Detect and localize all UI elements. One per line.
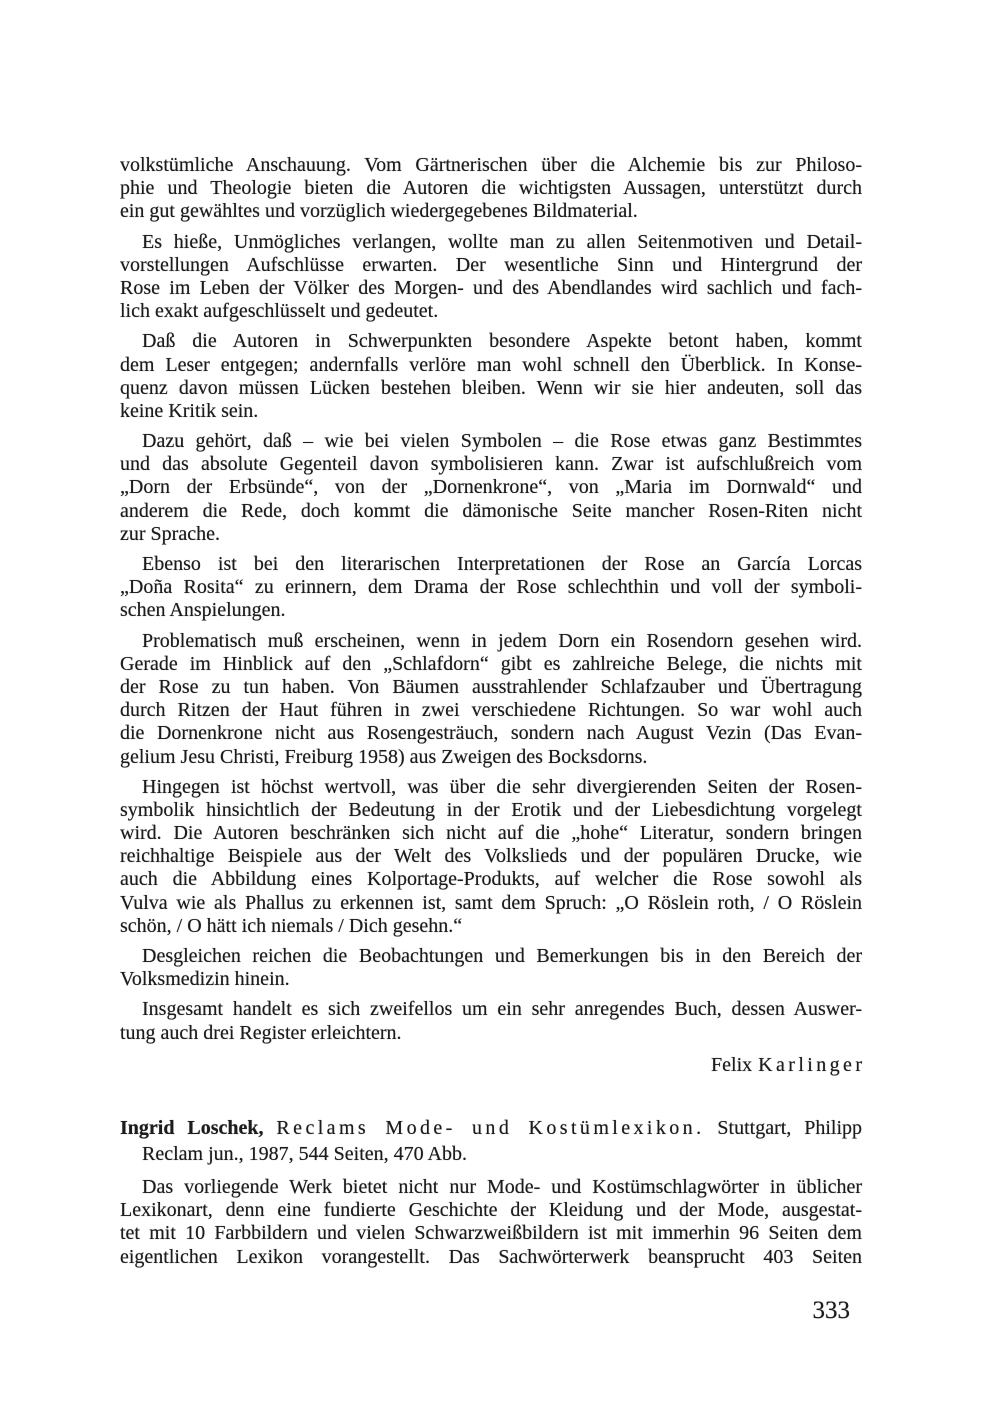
entry-title: Reclams Mode- und Kostümlexikon. (276, 1116, 705, 1139)
text-line: Lexikonart, denn eine fundierte Geschichte der Kleidung und der Mode, ausgestat- (120, 1199, 862, 1222)
text-line: lich exakt aufgeschlüsselt und gedeutet. (120, 300, 439, 323)
text-line: die Dornenkrone nicht aus Rosengesträuch, sondern nach August Vezin (Das Evan- (120, 722, 862, 745)
text-line: auch die Abbildung eines Kolportage-Produkts, auf welcher die Rose sowohl als (120, 868, 862, 891)
text-line: schön, / O hätt ich niemals / Dich gesehn.“ (120, 914, 463, 937)
text-line: „Doña Rosita“ zu erinnern, dem Drama der Rose schlechthin und voll der symboli- (120, 576, 862, 599)
text-line: schen Anspielungen. (120, 599, 286, 622)
text-line: Daß die Autoren in Schwerpunkten besondere Aspekte betont haben, kommt (142, 330, 862, 353)
review-body (120, 154, 862, 1045)
text-line: zur Sprache. (120, 522, 220, 545)
text-line: reichhaltige Beispiele aus der Welt des Volkslieds und der populären Drucke, wie (120, 845, 862, 868)
entry-heading-line1 (120, 1115, 862, 1141)
text-line: „Dorn der Erbsünde“, von der „Dornenkrone“, von „Maria im Dornwald“ und (120, 476, 862, 499)
entry-imprint: Stuttgart, Philipp (717, 1116, 862, 1139)
text-line: symbolik hinsichtlich der Bedeutung in der Erotik und der Liebesdichtung vorgelegt (120, 798, 862, 821)
text-line: Volksmedizin hinein. (120, 968, 290, 991)
text-line: volkstümliche Anschauung. Vom Gärtnerischen über die Alchemie bis zur Philoso- (120, 154, 862, 176)
text-line: Rose im Leben der Völker des Morgen- und des Abendlandes wird sachlich und fach- (120, 276, 862, 299)
paragraph (120, 998, 862, 1044)
text-line: Ebenso ist bei den literarischen Interpretationen der Rose an García Lorcas (142, 553, 862, 575)
text-line: quenz davon müssen Lücken bestehen bleiben. Wenn wir sie hier andeuten, soll das (120, 376, 862, 399)
paragraph (120, 553, 862, 623)
text-line: gelium Jesu Christi, Freiburg 1958) aus Zweigen des Bocksdorns. (120, 745, 648, 768)
paragraph (120, 154, 862, 224)
entry-body (120, 1176, 862, 1269)
text-line: keine Kritik sein. (120, 399, 259, 422)
text-line: und das absolute Gegenteil davon symbolisieren kann. Zwar ist aufschlußreich vom (120, 453, 862, 476)
text-line: vorstellungen Aufschlüsse erwarten. Der wesentliche Sinn und Hintergrund der (120, 253, 862, 276)
text-line: phie und Theologie bieten die Autoren die wichtigsten Aussagen, unterstützt durch (120, 177, 862, 200)
bibliography-entry-heading (120, 1115, 862, 1167)
paragraph (120, 430, 862, 546)
text-line: Vulva wie als Phallus zu erkennen ist, samt dem Spruch: „O Röslein roth, / O Röslein (120, 891, 862, 914)
text-line: Dazu gehört, daß – wie bei vielen Symbolen – die Rose etwas ganz Bestimmtes (142, 430, 862, 453)
entry-author: Ingrid Loschek, (120, 1116, 264, 1139)
text-line: Das vorliegende Werk bietet nicht nur Mode- und Kostümschlagwörter in üblicher (142, 1175, 862, 1198)
text-line: wird. Die Autoren beschränken sich nicht auf die „hohe“ Literatur, sondern bringen (120, 822, 862, 845)
paragraph (120, 945, 862, 991)
reviewer-family-name: Karlinger (758, 1053, 866, 1076)
reviewer-given-name: Felix (711, 1053, 753, 1076)
text-line: Problematisch muß erscheinen, wenn in jedem Dorn ein Rosendorn gesehen wird. (142, 629, 862, 652)
text-line: Desgleichen reichen die Beobachtungen und Bemerkungen bis in den Bereich der (142, 945, 862, 967)
text-line: durch Ritzen der Haut führen in zwei verschiedene Richtungen. So war wohl auch (120, 699, 862, 722)
text-line: Insgesamt handelt es sich zweifellos um ein sehr anregendes Buch, dessen Auswer- (142, 998, 862, 1021)
text-line: eigentlichen Lexikon vorangestellt. Das Sachwörterwerk beansprucht 403 Seiten (120, 1245, 862, 1268)
entry-heading-line2: Reclam jun., 1987, 544 Seiten, 470 Abb. (142, 1142, 467, 1165)
paragraph (120, 330, 862, 423)
page-number: 333 (812, 1297, 850, 1324)
text-line: dem Leser entgegen; andernfalls verlöre man wohl schnell den Überblick. In Konse- (120, 353, 862, 376)
text-line: Gerade im Hinblick auf den „Schlafdorn“ gibt es zahlreiche Belege, die nichts mit (120, 652, 862, 675)
text-line: Hingegen ist höchst wertvoll, was über die sehr divergierenden Seiten der Rosen- (142, 775, 862, 798)
text-line: tet mit 10 Farbbildern und vielen Schwarzweißbildern ist mit immerhin 96 Seiten dem (120, 1222, 862, 1245)
text-line: tung auch drei Register erleichtern. (120, 1021, 402, 1044)
text-line: der Rose zu tun haben. Von Bäumen ausstrahlender Schlafzauber und Übertragung (120, 675, 862, 698)
paragraph (120, 231, 862, 324)
text-line: ein gut gewähltes und vorzüglich wiedergegebenes Bildmaterial. (120, 200, 638, 223)
text-column (120, 154, 866, 1269)
paragraph (120, 776, 862, 938)
paragraph (120, 1176, 862, 1269)
paragraph (120, 630, 862, 769)
reviewer-signature (120, 1053, 866, 1077)
text-line: anderem die Rede, doch kommt die dämonische Seite mancher Rosen-Riten nicht (120, 499, 862, 522)
text-line: Es hieße, Unmögliches verlangen, wollte man zu allen Seitenmotiven und Detail- (142, 230, 862, 253)
